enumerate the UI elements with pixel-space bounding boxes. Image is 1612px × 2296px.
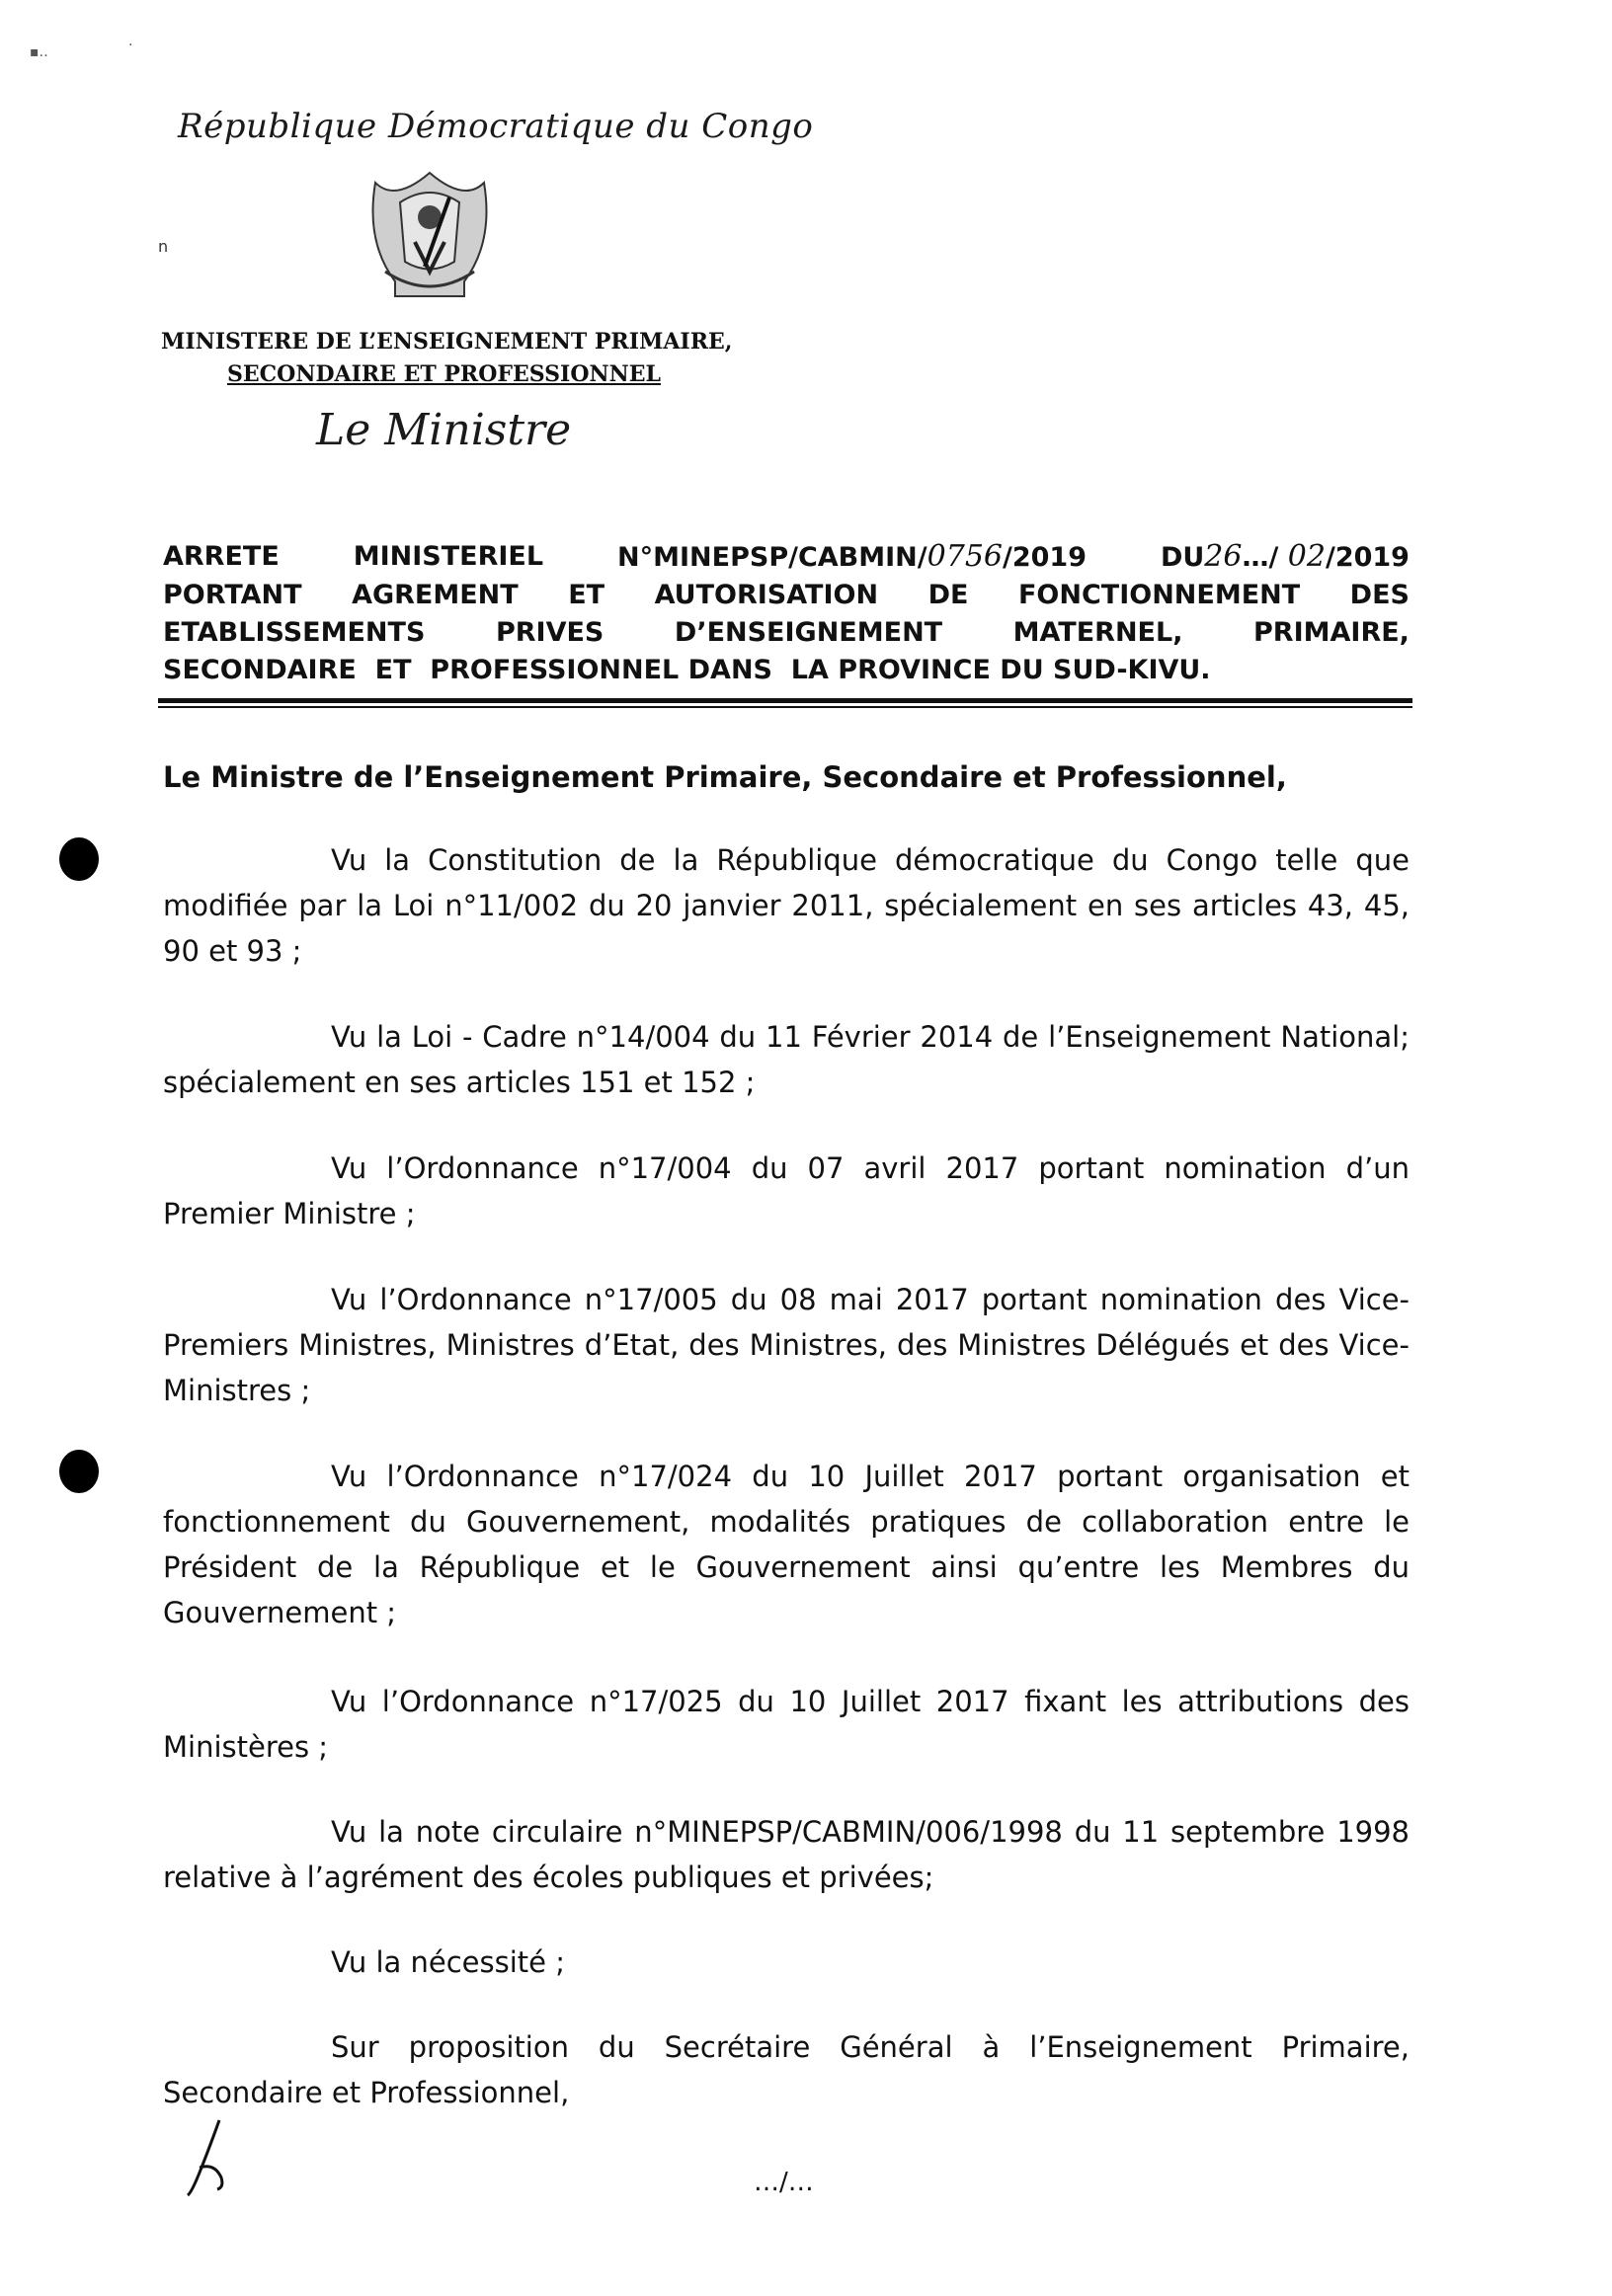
decree-word: ET	[568, 580, 605, 610]
paragraph-ordonnance-17-005: Vu l’Ordonnance n°17/005 du 08 mai 2017 portant nomination des Vice-Premiers Ministres, Ministres d’Etat, des Ministres, des Ministres Délégués et des Vice-Ministres ;	[163, 1283, 1410, 1407]
paragraph-ordonnance-17-025: Vu l’Ordonnance n°17/025 du 10 Juillet 2017 fixant les attributions des Ministères ;	[163, 1685, 1410, 1764]
paragraph-note-circulaire: Vu la note circulaire n°MINEPSP/CABMIN/006/1998 du 11 septembre 1998 relative à l’agrément des écoles publiques et privées;	[163, 1815, 1410, 1894]
paragraph-necessite: Vu la nécessité ;	[331, 1945, 565, 1979]
decree-word: DE	[927, 580, 969, 610]
decree-number: N°MINEPSP/CABMIN/0756/2019	[617, 539, 1088, 574]
paragraph-ordonnance-17-004: Vu l’Ordonnance n°17/004 du 07 avril 2017 portant nomination d’un Premier Ministre ;	[163, 1151, 1410, 1230]
decree-word: PORTANT	[163, 580, 302, 610]
punch-hole	[59, 1450, 99, 1493]
decree-word: D’ENSEIGNEMENT	[674, 617, 943, 648]
decree-word: ARRETE	[163, 541, 280, 572]
page-continuation-mark: …/…	[754, 2168, 814, 2197]
handwritten-month: 02	[1287, 539, 1326, 574]
initial-signature	[180, 2118, 249, 2197]
decree-word: FONCTIONNEMENT	[1017, 580, 1301, 610]
paragraph-loi-cadre: Vu la Loi - Cadre n°14/004 du 11 Février 2014 de l’Enseignement National; spécialement en ses articles 151 et 152 ;	[163, 1020, 1410, 1099]
decree-title-line4: SECONDAIRE ET PROFESSIONNEL DANS LA PROVINCE DU SUD-KIVU.	[163, 655, 1211, 685]
decree-word: AUTORISATION	[654, 580, 879, 610]
scan-speck: ·	[128, 38, 133, 53]
decree-word: AGREMENT	[352, 580, 519, 610]
title-divider-thick	[158, 698, 1412, 703]
decree-title-line1	[163, 538, 1410, 577]
handwritten-day: 26	[1204, 539, 1243, 574]
decree-word: PRIMAIRE,	[1253, 617, 1410, 648]
decree-word: DES	[1349, 580, 1410, 610]
decree-word: PRIVES	[495, 617, 604, 648]
handwritten-decree-number: 0756	[927, 539, 1003, 574]
decree-word: MINISTERIEL	[353, 541, 544, 572]
decree-word: ETABLISSEMENTS	[163, 617, 426, 648]
republic-heading: République Démocratique du Congo	[178, 107, 814, 146]
title-divider-thin	[158, 706, 1412, 708]
intro-line: Le Ministre de l’Enseignement Primaire, Secondaire et Professionnel,	[163, 760, 1287, 794]
decree-title	[163, 538, 1410, 689]
stray-mark: n	[158, 237, 169, 256]
paragraph-constitution: Vu la Constitution de la République démocratique du Congo telle que modifiée par la Loi n°11/002 du 20 janvier 2011, spécialement en ses articles 43, 45, 90 et 93 ;	[163, 843, 1410, 968]
decree-title-line3	[163, 614, 1410, 652]
ministry-name-line1: MINISTERE DE L’ENSEIGNEMENT PRIMAIRE,	[161, 329, 733, 355]
paragraph-proposition: Sur proposition du Secrétaire Général à l’Enseignement Primaire, Secondaire et Professionnel,	[163, 2030, 1410, 2109]
decree-word: MATERNEL,	[1012, 617, 1183, 648]
le-ministre-heading: Le Ministre	[316, 405, 572, 455]
paragraph-ordonnance-17-024: Vu l’Ordonnance n°17/024 du 10 Juillet 2017 portant organisation et fonctionnement du Gouvernement, modalités pratiques de collaboration entre le Président de la République et le Gouvernement ainsi qu’entre les Membres du Gouvernement ;	[163, 1460, 1410, 1629]
decree-date: DU26…/ 02/2019	[1160, 539, 1410, 574]
decree-title-line2	[163, 577, 1410, 614]
punch-hole	[59, 837, 99, 881]
scan-speck: ▪‥	[30, 44, 48, 60]
ministry-name-line2: SECONDAIRE ET PROFESSIONNEL	[227, 361, 661, 387]
coat-of-arms-emblem	[356, 163, 504, 311]
